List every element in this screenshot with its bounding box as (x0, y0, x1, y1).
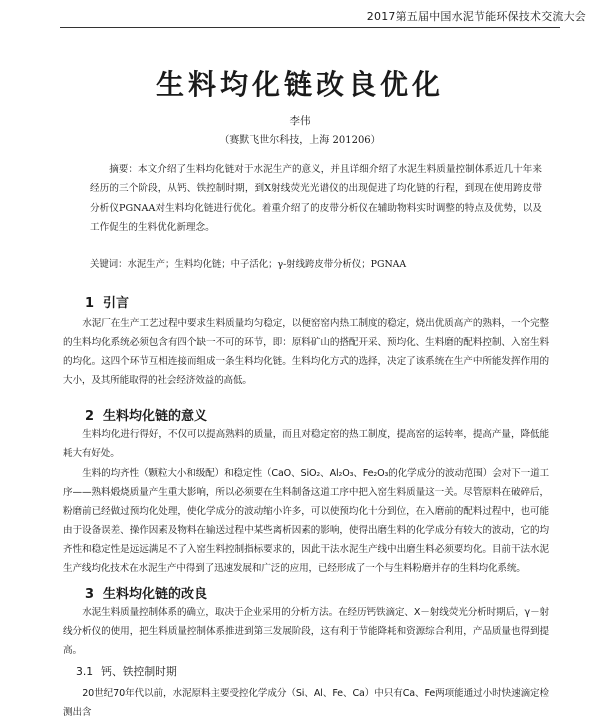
header-rule (60, 27, 560, 28)
section-3-paragraph-1: 水泥生料质量控制体系的确立，取决于企业采用的分析方法。在经历钙铁滴定、X－射线荧光分析时期后，γ－射线分析仪的使用，把生料质量控制体系推进到第三发展阶段，这有利于节能降耗和资源综合利用，产品质量也得到提高。 (63, 607, 549, 656)
section-1-paragraph-1: 水泥厂在生产工艺过程中要求生料质量均匀稳定，以便窑窑内热工制度的稳定，烧出优质高产的熟料，一个完整的生料均化系统必须包含有四个缺一不可的环节，即：原料矿山的搭配开采、预均化、生料磨的配料控制、入窑生料的均化。这四个环节互相连接而组成一条生料均化链。生料均化方式的选择，决定了该系统在生产中所能发挥作用的大小，及其所能取得的社会经济效益的高低。 (63, 318, 549, 386)
author-name: 李伟 (289, 115, 311, 127)
section-heading-3 (85, 583, 207, 602)
section-number: 1 (85, 296, 95, 311)
section-number: 2 (85, 409, 95, 424)
section-title: 生料均化链的意义 (103, 409, 208, 424)
running-head: 2017第五届中国水泥节能环保技术交流大会 (366, 10, 586, 23)
section-title: 生料均化链的改良 (103, 587, 208, 602)
paper-title: 生料均化链改良优化 (155, 68, 444, 101)
section-heading-2 (85, 405, 207, 424)
section-number: 3 (85, 587, 95, 602)
section-2-paragraph-1: 生料均化进行得好，不仅可以提高熟料的质量，而且对稳定窑的热工制度，提高窑的运转率，提高产量，降低能耗大有好处。 (63, 429, 549, 459)
section-heading-1 (85, 292, 129, 311)
subsection-number: 3.1 (76, 665, 94, 678)
abstract: 摘要：本文介绍了生料均化链对于水泥生产的意义，并且详细介绍了水泥生料质量控制体系近几十年来经历的三个阶段，从钙、铁控制时期，到X射线荧光光谱仪的出现促进了均化链的行程，到现在使用跨皮带分析仪PGNAA对生料均化链进行优化。着重介绍了的皮带分析仪在辅助物料实时调整的特点及优势，以及工作促生的生料优化新理念。 (90, 164, 542, 233)
subsection-heading-3-1 (76, 664, 177, 679)
section-3-1-paragraph-1: 20世纪70年代以前，水泥原料主要受控化学成分（Si、Al、Fe、Ca）中只有Ca、Fe两项能通过小时快速滴定检测出含 (63, 688, 549, 718)
section-2-paragraph-2: 生料的均齐性（颗粒大小和级配）和稳定性（CaO、SiO₂、Al₂O₃、Fe₂O₃的化学成分的波动范围）会对下一道工序——熟料煅烧质量产生重大影响，所以必须要在生料制备这道工序中把入窑生料质量这一关。尽管原料在破碎后，粉磨前已经做过预均化处理，使化学成分的波动缩小许多，可以使预均化十分到位，在入磨前的配料过程中，也可能由于设备误差、操作因素及物料在输送过程中某些离析因素的影响，使得出磨生料的化学成分有较大的波动，它的均齐性和稳定性是远远满足不了入窑生料控制指标要求的，因此干法水泥生产线中出磨生料必须要均化。目前干法水泥生产线均化技术在水泥生产中得到了迅速发展和广泛的应用，已经形成了一个与生料粉磨并存的生料均化系统。 (63, 468, 549, 574)
author-affiliation: （赛默飞世尔科技，上海 201206） (219, 135, 381, 146)
keywords: 关键词：水泥生产；生料均化链；中子活化；γ-射线跨皮带分析仪；PGNAA (90, 259, 407, 270)
section-title: 引言 (103, 296, 130, 311)
subsection-title: 钙、铁控制时期 (101, 665, 177, 678)
